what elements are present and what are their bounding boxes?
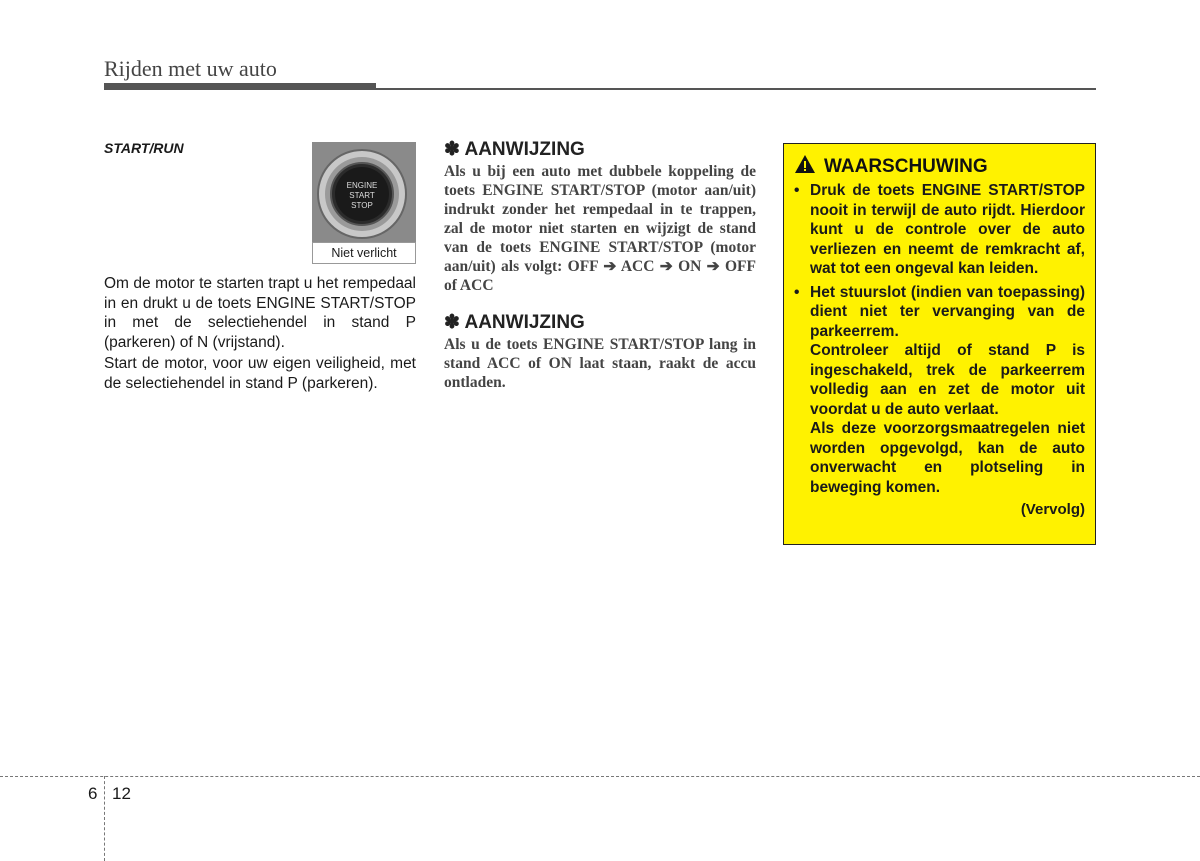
paragraph-safety: Start de motor, voor uw eigen veiligheid, met de selectiehendel in stand P (parkeren). xyxy=(104,355,416,392)
warning-title: WAARSCHUWING xyxy=(824,155,988,177)
warning-box xyxy=(783,143,1096,545)
button-line-3: STOP xyxy=(351,201,373,210)
button-line-2: START xyxy=(349,191,375,200)
header-rule xyxy=(104,88,1096,90)
note-heading-2: ✽ AANWIJZING xyxy=(444,312,585,333)
section-label: START/RUN xyxy=(104,140,184,156)
warning-item-1 xyxy=(794,181,1085,279)
paragraph-start-engine: Om de motor te starten trapt u het rempedaal in en drukt u de toets ENGINE START/STOP in met de selectiehendel in stand P (parkeren) of N (vrijstand). xyxy=(104,275,416,351)
warning-heading xyxy=(794,154,1085,179)
warning-item-continuation: Controleer altijd of stand P is ingeschakeld, trek de parkeerrem volledig aan en zet de motor uit voordat u de auto verlaat. xyxy=(810,342,1085,418)
footer-vertical-dashed-rule xyxy=(104,776,105,861)
bullet: • xyxy=(794,283,800,301)
figure-caption: Niet verlicht xyxy=(312,242,416,264)
continued-label: (Vervolg) xyxy=(1020,501,1085,518)
warning-item-text: Druk de toets ENGINE START/STOP nooit in terwijl de auto rijdt. Hierdoor kunt u de controle over de auto verliezen en neemt de remkracht af, wat tot een ongeval kan leiden. xyxy=(810,182,1085,277)
engine-button-figure xyxy=(312,142,416,264)
bullet: • xyxy=(794,182,800,199)
footer-dashed-rule xyxy=(0,776,1200,777)
column-middle xyxy=(444,138,756,392)
button-line-1: ENGINE xyxy=(346,181,378,190)
warning-list xyxy=(794,181,1085,497)
note-text-1: Als u bij een auto met dubbele koppeling de toets ENGINE START/STOP (motor aan/uit) indrukt zonder het rempedaal in te trappen, zal de motor niet starten en wijzigt de stand van de toets ENGINE START/STOP (motor aan/uit) als volgt: OFF ➔ ACC ➔ ON ➔ OFF of ACC xyxy=(444,163,756,294)
engine-start-button-image xyxy=(312,142,416,242)
page-header-title: Rijden met uw auto xyxy=(104,56,277,81)
warning-item-continuation: Als deze voorzorgsmaatregelen niet worden opgevolgd, kan de auto onverwacht en plotseling in beweging komen. xyxy=(810,420,1085,496)
column-left xyxy=(104,140,416,393)
note-heading-1: ✽ AANWIJZING xyxy=(444,139,585,160)
warning-item-2 xyxy=(794,283,1085,498)
note-text-2: Als u de toets ENGINE START/STOP lang in stand ACC of ON laat staan, raakt de accu ontladen. xyxy=(444,336,756,391)
warning-item-text: Het stuurslot (indien van toepassing) dient niet ter vervanging van de parkeerrem. xyxy=(810,283,1085,340)
page-number: 12 xyxy=(112,784,131,803)
chapter-number: 6 xyxy=(88,784,98,803)
warning-triangle-icon xyxy=(794,154,816,179)
